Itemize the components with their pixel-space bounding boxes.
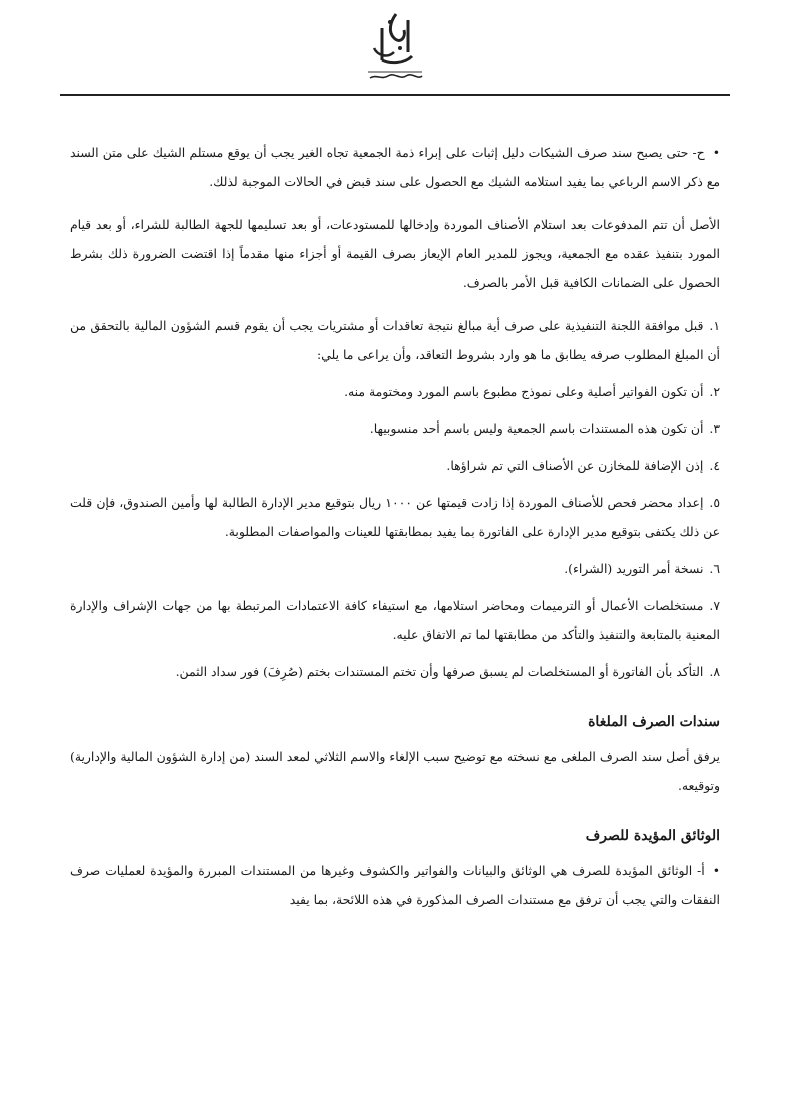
list-item <box>70 451 720 480</box>
list-item-number: ٦. <box>709 561 720 576</box>
calligraphy-logo-icon <box>360 8 430 86</box>
list-item-number: ٧. <box>709 598 720 613</box>
header-divider <box>60 94 730 96</box>
list-item-number: ٢. <box>709 384 720 399</box>
list-item-text: نسخة أمر التوريد (الشراء). <box>564 561 704 576</box>
section-title-cancelled: سندات الصرف الملغاة <box>588 714 720 730</box>
paragraph-h <box>70 138 720 196</box>
list-item-text: أن تكون هذه المستندات باسم الجمعية وليس باسم أحد منسوبيها. <box>369 421 704 436</box>
list-item <box>70 377 720 406</box>
list-item-number: ١. <box>709 318 720 333</box>
list-item <box>70 311 720 369</box>
list-item-number: ٤. <box>709 458 720 473</box>
list-item-text: قبل موافقة اللجنة التنفيذية على صرف أية مبالغ نتيجة تعاقدات أو مشتريات يجب أن يقوم قسم الشؤون المالية بالتحقق من أن المبلغ المطلوب صرفه يطابق ما هو وارد بشروط التعاقد، وأن يراعى ما يلي: <box>70 318 720 362</box>
paragraph-principle: الأصل أن تتم المدفوعات بعد استلام الأصناف الموردة وإدخالها للمستودعات، أو بعد تسليمها للجهة الطالبة للشراء، أو بعد قيام المورد بتنفيذ عقده مع الجمعية، ويجوز للمدير العام الإيعاز بصرف القيمة أو أجزاء منها مقدماً إذا اقتضت الضرورة ذلك بشرط الحصول على الضمانات الكافية قبل الأمر بالصرف. <box>70 217 720 290</box>
list-item-text: أن تكون الفواتير أصلية وعلى نموذج مطبوع باسم المورد ومختومة منه. <box>344 384 704 399</box>
list-item-number: ٣. <box>709 421 720 436</box>
supporting-text-body: أ- الوثائق المؤيدة للصرف هي الوثائق والبيانات والفواتير والكشوف وغيرها من المستندات المبررة والمؤيدة لعمليات صرف النفقات والتي يجب أن ترفق مع مستندات الصرف المذكورة في هذه اللائحة، بما يفيد <box>70 863 720 907</box>
list-item-text: مستخلصات الأعمال أو الترميمات ومحاضر استلامها، مع استيفاء كافة الاعتمادات المرتبطة بها من جهات الإشراف والإدارة المعنية بالمتابعة والتنفيذ والتأكد من مطابقتها لما تم الاتفاق عليه. <box>70 598 720 642</box>
list-item-text: إذن الإضافة للمخازن عن الأصناف التي تم شراؤها. <box>446 458 704 473</box>
paragraph-h-text: ح- حتى يصبح سند صرف الشيكات دليل إثبات على إبراء ذمة الجمعية تجاه الغير يجب أن يوقع مستلم الشيك على متن السند مع ذكر الاسم الرباعي بما يفيد استلامه الشيك مع الحصول على سند قبض في الحالات الموجبة لذلك. <box>70 145 720 189</box>
list-item <box>70 554 720 583</box>
bullet-icon: • <box>712 863 720 878</box>
document-body <box>70 138 720 928</box>
list-item <box>70 488 720 546</box>
list-item <box>70 657 720 686</box>
section-title-supporting: الوثائق المؤيدة للصرف <box>585 828 720 844</box>
list-item-text: إعداد محضر فحص للأصناف الموردة إذا زادت قيمتها عن ١٠٠٠ ريال بتوقيع مدير الإدارة الطالبة لها وأمين الصندوق، فإن قلت عن ذلك يكتفى بتوقيع مدير الإدارة على الفاتورة بما يفيد بمطابقتها للعينات والمواصفات المطلوبة. <box>70 495 720 539</box>
bullet-icon: • <box>712 145 720 160</box>
list-item-number: ٥. <box>709 495 720 510</box>
list-item <box>70 591 720 649</box>
cancelled-text: يرفق أصل سند الصرف الملغى مع نسخته مع توضيح سبب الإلغاء والاسم الثلاثي لمعد السند (من إدارة الشؤون المالية والإدارية) وتوقيعه. <box>70 749 720 793</box>
list-item-number: ٨. <box>709 664 720 679</box>
supporting-text <box>70 856 720 914</box>
list-item <box>70 414 720 443</box>
list-item-text: التأكد بأن الفاتورة أو المستخلصات لم يسبق صرفها وأن تختم المستندات بختم (صُرِفَ) فور سداد الثمن. <box>175 664 704 679</box>
requirements-list <box>70 311 720 686</box>
